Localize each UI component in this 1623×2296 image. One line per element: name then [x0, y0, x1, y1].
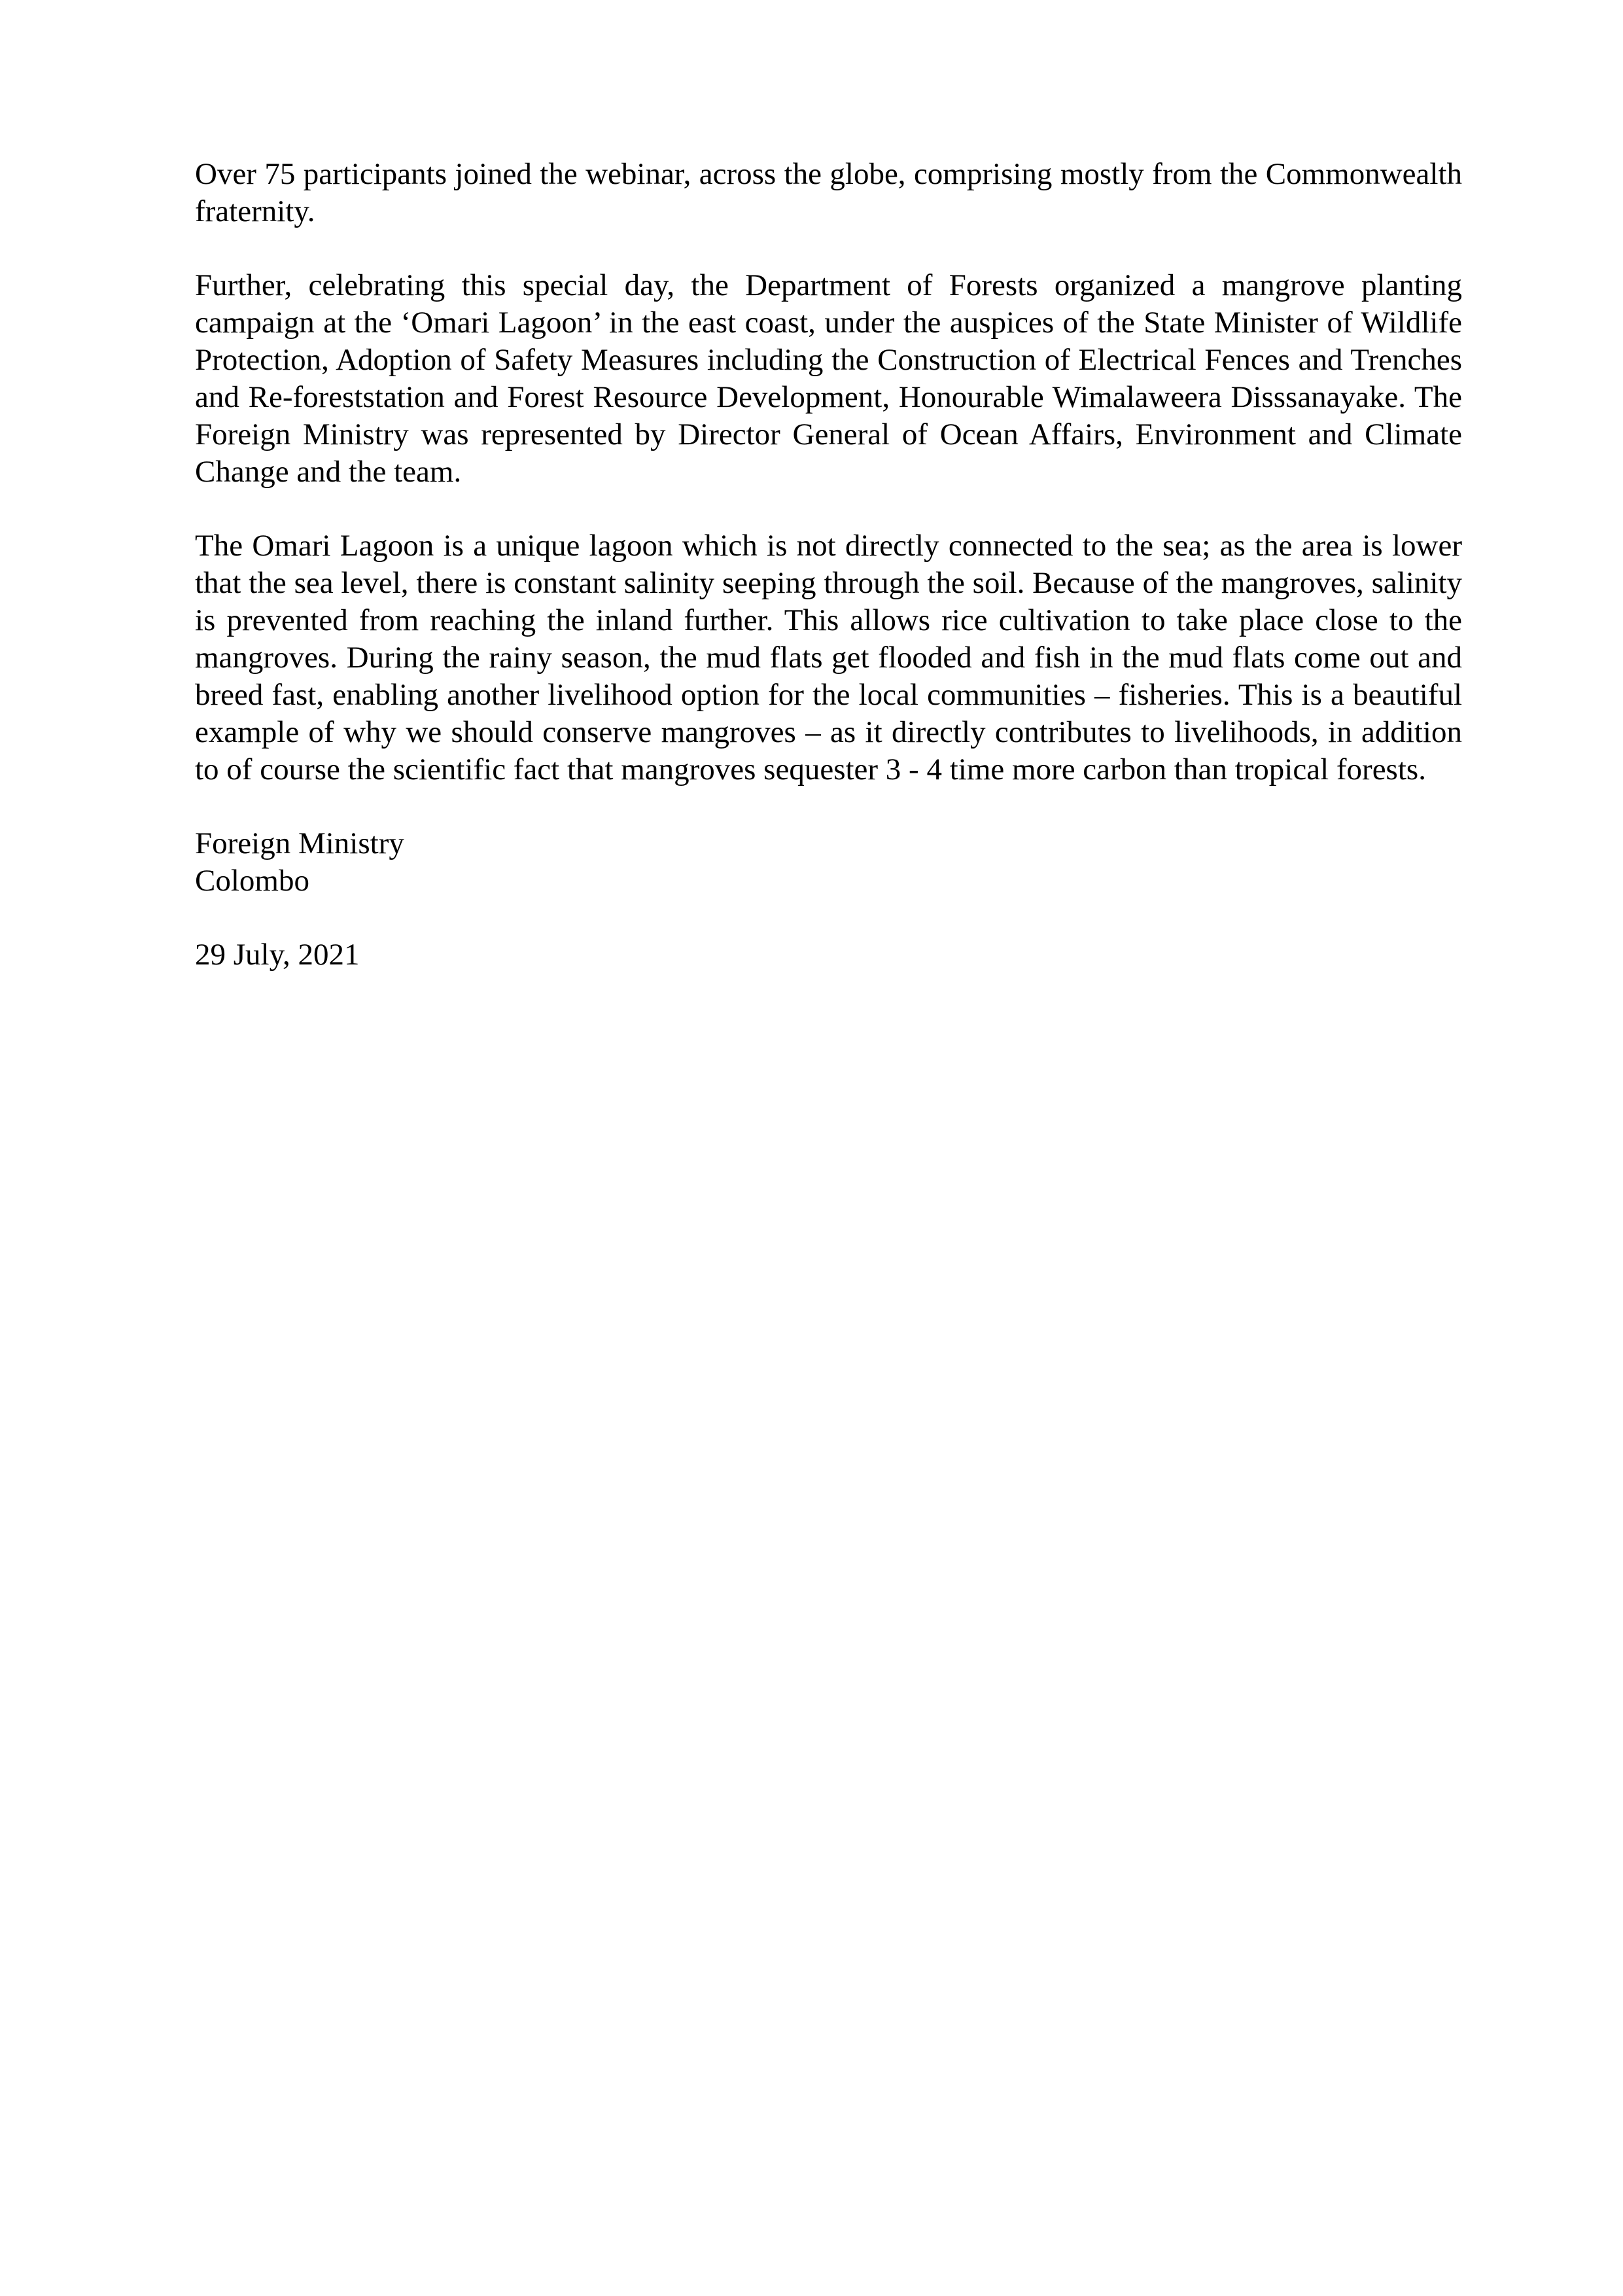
- paragraph-omari-lagoon: The Omari Lagoon is a unique lagoon which is not directly connected to the sea; as the area is lower that the sea level, there is constant salinity seeping through the soil. Because of the mangroves, salinity is prevented from reaching the inland further. This allows rice cultivation to take place close to the mangroves. During the rainy season, the mud flats get flooded and fish in the mud flats come out and breed fast, enabling another livelihood option for the local communities – fisheries. This is a beautiful example of why we should conserve mangroves – as it directly contributes to livelihoods, in addition to of course the scientific fact that mangroves sequester 3 - 4 time more carbon than tropical forests.: [195, 529, 1462, 786]
- signoff-block: [195, 825, 1462, 900]
- date-block: [195, 936, 1462, 974]
- document-date: 29 July, 2021: [195, 938, 360, 972]
- paragraph-webinar-participants: Over 75 participants joined the webinar, across the globe, comprising mostly from the Commonwealth fraternity.: [195, 157, 1462, 228]
- paragraph-mangrove-planting: Further, celebrating this special day, the Department of Forests organized a mangrove planting campaign at the ‘Omari Lagoon’ in the east coast, under the auspices of the State Minister of Wildlife Protection, Adoption of Safety Measures including the Construction of Electrical Fences and Trenches and Re-foreststation and Forest Resource Development, Honourable Wimalaweera Disssanayake. The Foreign Ministry was represented by Director General of Ocean Affairs, Environment and Climate Change and the team.: [195, 268, 1462, 489]
- signoff-organization: Foreign Ministry: [195, 826, 404, 860]
- document-page: [195, 156, 1462, 1010]
- signoff-city: Colombo: [195, 864, 309, 898]
